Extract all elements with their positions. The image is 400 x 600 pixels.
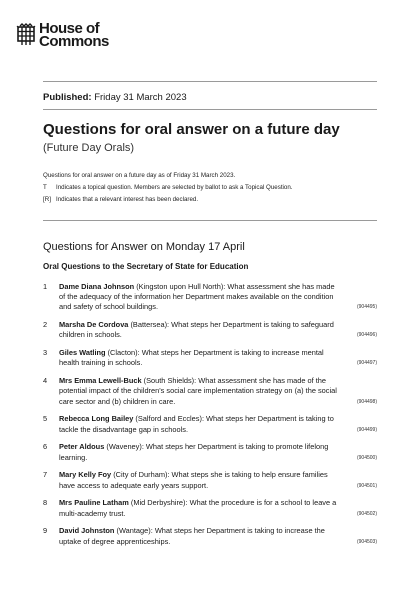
question-number: 5 [43, 414, 48, 424]
note-text: Indicates a topical question. Members are selected by ballot to ask a Topical Question. [56, 184, 293, 191]
question-number: 6 [43, 442, 48, 452]
member-name: Peter Aldous [59, 442, 105, 452]
question-number: 1 [43, 282, 48, 291]
question-item [43, 442, 377, 462]
question-reference: (904495) [356, 304, 377, 311]
member-name: Giles Watling [59, 348, 106, 358]
question-text: (Waveney): What steps her Department is taking to promote lifelong learning. [59, 442, 329, 462]
question-body [59, 470, 377, 490]
question-text: (South Shields): What assessment she has made of the potential impact of the children's social care implementation strategy on (a) the social care sector and (b) children in care. [59, 376, 337, 406]
question-text: (Clacton): What steps her Department is taking to increase mental health training in schools. [59, 348, 324, 368]
question-text: (Wantage): What steps her Department is taking to increase the uptake of degree apprenticeships. [59, 526, 325, 546]
question-number: 4 [43, 376, 48, 386]
section-heading: Questions for Answer on Monday 17 April [43, 241, 245, 253]
question-number: 9 [43, 526, 48, 536]
question-item [43, 320, 377, 340]
question-body [59, 442, 377, 462]
logo-line-2: Commons [39, 33, 109, 50]
question-reference: (904497) [356, 360, 377, 367]
question-reference: (904503) [356, 538, 377, 545]
note-topical [43, 182, 293, 194]
question-text: (Mid Derbyshire): What the procedure is for a school to leave a multi-academy trust. [59, 498, 337, 518]
note-text: Indicates that a relevant interest has been declared. [56, 196, 199, 203]
published-date: Friday 31 March 2023 [94, 92, 187, 103]
question-item [43, 470, 377, 490]
member-name: Mrs Emma Lewell-Buck [59, 376, 142, 386]
question-reference: (904502) [356, 510, 377, 517]
question-reference: (904498) [356, 398, 377, 405]
question-text: (City of Durham): What steps she is taking to help ensure families have access to adequate early years support. [59, 470, 328, 490]
published-line [43, 92, 187, 103]
question-text: (Kingston upon Hull North): What assessment she has made of the adequacy of the information her Department makes available on the condition and safety of school buildings. [59, 282, 335, 312]
question-number: 8 [43, 498, 48, 508]
member-name: Rebecca Long Bailey [59, 414, 134, 424]
question-body [59, 282, 377, 313]
question-text: (Salford and Eccles): What steps her Department is taking to tackle the disadvantage gap in schools. [59, 414, 334, 434]
note-relevant-interest [43, 194, 293, 206]
member-name: Mary Kelly Foy [59, 470, 112, 480]
note-key: [R] [43, 196, 51, 203]
question-body [59, 414, 377, 434]
question-number: 7 [43, 470, 48, 480]
question-body [59, 348, 377, 368]
question-reference: (904499) [356, 426, 377, 433]
published-divider [43, 109, 377, 110]
question-reference: (904496) [356, 332, 377, 339]
question-item [43, 414, 377, 434]
page-title: Questions for oral answer on a future day [43, 121, 340, 138]
published-label: Published: [43, 92, 92, 103]
question-text: (Battersea): What steps her Department is taking to safeguard children in schools. [59, 320, 334, 340]
note-text: Questions for oral answer on a future day as of Friday 31 March 2023. [43, 172, 236, 179]
question-item [43, 376, 377, 407]
portcullis-icon [16, 23, 36, 47]
top-divider [43, 81, 377, 82]
question-reference: (904500) [356, 454, 377, 461]
question-item [43, 348, 377, 368]
department-subheading: Oral Questions to the Secretary of State for Education [43, 262, 249, 271]
logo-line-1: House of [39, 20, 100, 37]
question-item [43, 526, 377, 546]
question-reference: (904501) [356, 482, 377, 489]
page-subtitle: (Future Day Orals) [43, 142, 135, 154]
questions-list [43, 282, 377, 554]
question-item [43, 282, 377, 313]
question-number: 2 [43, 320, 48, 330]
member-name: Mrs Pauline Latham [59, 498, 129, 508]
question-body [59, 376, 377, 407]
note-intro [43, 170, 293, 182]
notes-divider [43, 220, 377, 221]
question-number: 3 [43, 348, 48, 358]
house-of-commons-logo [16, 22, 109, 48]
note-key: T [43, 184, 47, 191]
member-name: Dame Diana Johnson [59, 282, 135, 291]
question-item [43, 498, 377, 518]
question-body [59, 526, 377, 546]
logo-wordmark [39, 22, 109, 48]
member-name: Marsha De Cordova [59, 320, 129, 330]
question-body [59, 498, 377, 518]
member-name: David Johnston [59, 526, 115, 536]
question-body [59, 320, 377, 340]
notes-block [43, 170, 293, 206]
